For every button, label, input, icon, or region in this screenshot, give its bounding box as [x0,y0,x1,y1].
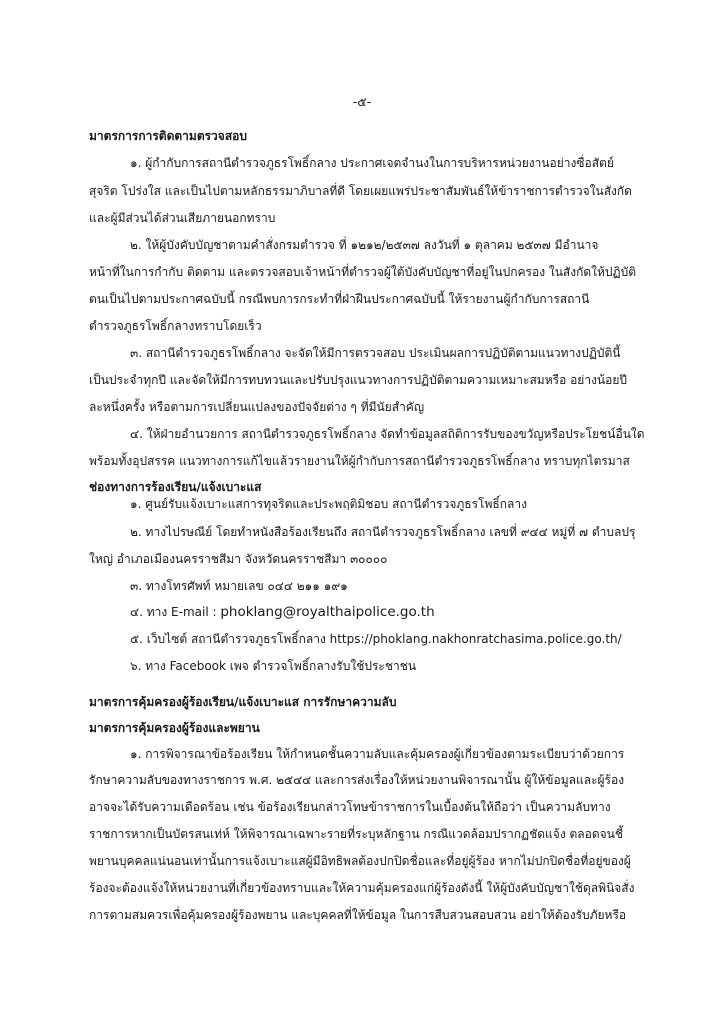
paragraph-line: ราชการหากเป็นบัตรสนเท่ห์ ให้พิจารณาเฉพาะรายที่ระบุหลักฐาน กรณีแวดล้อมปรากฏชัดแจ้ง ตลอดจนชี้ [89,827,624,841]
paragraph-line: หน้าที่ในการกำกับ ติดตาม และตรวจสอบเจ้าหน้าที่ตำรวจผู้ใต้บังคับบัญชาที่อยู่ในปกครอง ในสังกัดให้ปฏิบัติ [89,265,637,279]
paragraph-line: พยานบุคคลแน่นอนเท่านั้นการแจ้งเบาะแสผู้มีอิทธิพลต้องปกปิดชื่อและที่อยู่ผู้ร้อง หากไม่ปกปิดชื่อที่อยู่ของผู้ [89,854,631,868]
paragraph-line: ๒. ให้ผู้บังคับบัญชาตามคำสั่งกรมตำรวจ ที่ ๑๒๑๒/๒๕๓๗ ลงวันที่ ๑ ตุลาคม ๒๕๓๗ มีอำนาจ [130,238,599,252]
list-item: ๓. ทางโทรศัพท์ หมายเลข ๐๔๔ ๒๑๑ ๑๙๑ [130,579,348,593]
paragraph-line: ๓. สถานีตำรวจภูธรโพธิ์กลาง จะจัดให้มีการตรวจสอบ ประเมินผลการปฏิบัติตามแนวทางปฏิบัตินี้ [130,346,621,360]
paragraph-line: ตนเป็นไปตามประกาศฉบับนี้ กรณีพบการกระทำที่ฝ่าฝืนประกาศฉบับนี้ ให้รายงานผู้กำกับการสถานี [89,292,590,306]
paragraph-line: ละหนึ่งครั้ง หรือตามการเปลี่ยนแปลงของปัจจัยต่าง ๆ ที่มีนัยสำคัญ [89,400,425,414]
list-item-email [130,603,650,621]
paragraph-line: ตำรวจภูธรโพธิ์กลางทราบโดยเร็ว [89,319,262,333]
email-address: phoklang@royalthaipolice.go.th [220,604,435,620]
subsection-heading-protection: มาตรการคุ้มครองผู้ร้องและพยาน [89,721,260,735]
list-item: ใหญ่ อำเภอเมืองนครราชสีมา จังหวัดนครราชสีมา ๓๐๐๐๐ [89,552,388,566]
paragraph-line: การตามสมควรเพื่อคุ้มครองผู้ร้องพยาน และบุคคลที่ให้ข้อมูล ในการสืบสวนสอบสวน อย่าให้ต้องรับภัยหรือ [89,908,627,922]
paragraph-line: ๑. การพิจารณาข้อร้องเรียน ให้กำหนดชั้นความลับและคุ้มครองผู้เกี่ยวข้องตามระเบียบว่าด้วยการ [130,747,625,761]
paragraph-line: ร้องจะต้องแจ้งให้หน่วยงานที่เกี่ยวข้องทราบและให้ความคุ้มครองแก่ผู้ร้องดังนี้ ให้ผู้บังคับบัญชาใช้ดุลพินิจสั่ง [89,881,635,895]
section-heading-protection: มาตรการคุ้มครองผู้ร้องเรียน/แจ้งเบาะแส การรักษาความลับ [89,695,397,709]
list-item: ๒. ทางไปรษณีย์ โดยทำหนังสือร้องเรียนถึง สถานีตำรวจภูธรโพธิ์กลาง เลขที่ ๙๔๔ หมู่ที่ ๗ ตำบลปรุ [130,525,636,539]
paragraph-line: ๔. ให้ฝ่ายอำนวยการ สถานีตำรวจภูธรโพธิ์กลาง จัดทำข้อมูลสถิติการรับของขวัญหรือประโยชน์อื่นใด [130,427,645,441]
paragraph-line: เป็นประจำทุกปี และจัดให้มีการทบทวนและปรับปรุงแนวทางการปฏิบัติตามความเหมาะสมหรือ อย่างน้อยปี [89,373,627,387]
list-item: ๖. ทาง Facebook เพจ ตำรวจโพธิ์กลางรับใช้ประชาชน [130,659,417,673]
paragraph-line: สุจริต โปร่งใส และเป็นไปตามหลักธรรมาภิบาลที่ดี โดยเผยแพร่ประชาสัมพันธ์ให้ข้าราชการตำรวจในสังกัด [89,184,632,198]
section-heading-channels: ช่องทางการร้องเรียน/แจ้งเบาะแส [89,480,262,494]
paragraph-line: อาจจะได้รับความเดือดร้อน เช่น ข้อร้องเรียนกล่าวโทษข้าราชการในเบื้องต้นให้ถือว่า เป็นความลับทาง [89,800,611,814]
paragraph-line: รักษาความลับของทางราชการ พ.ศ. ๒๕๔๔ และการส่งเรื่องให้หน่วยงานพิจารณานั้น ผู้ให้ข้อมูลและผู้ร้อง [89,773,625,787]
paragraph-line: ๑. ผู้กำกับการสถานีตำรวจภูธรโพธิ์กลาง ประกาศเจตจำนงในการบริหารหน่วยงานอย่างซื่อสัตย์ [130,156,614,170]
paragraph-line: พร้อมทั้งอุปสรรค แนวทางการแก้ไขแล้วรายงานให้ผู้กำกับการสถานีตำรวจภูธรโพธิ์กลาง ทราบทุกไตรมาส [89,454,630,468]
paragraph-line: และผู้มีส่วนได้ส่วนเสียภายนอกทราบ [89,211,276,225]
list-item: ๕. เว็บไซต์ สถานีตำรวจภูธรโพธิ์กลาง https://phoklang.nakhonratchasima.police.go.th/ [130,632,622,646]
section-heading-monitoring: มาตรการการติดตามตรวจสอบ [89,129,247,143]
list-item: ๑. ศูนย์รับแจ้งเบาะแสการทุจริตและประพฤติมิชอบ สถานีตำรวจภูธรโพธิ์กลาง [130,497,527,511]
page-number: -๕- [352,94,372,109]
email-label: ๔. ทาง E-mail : [130,605,221,619]
